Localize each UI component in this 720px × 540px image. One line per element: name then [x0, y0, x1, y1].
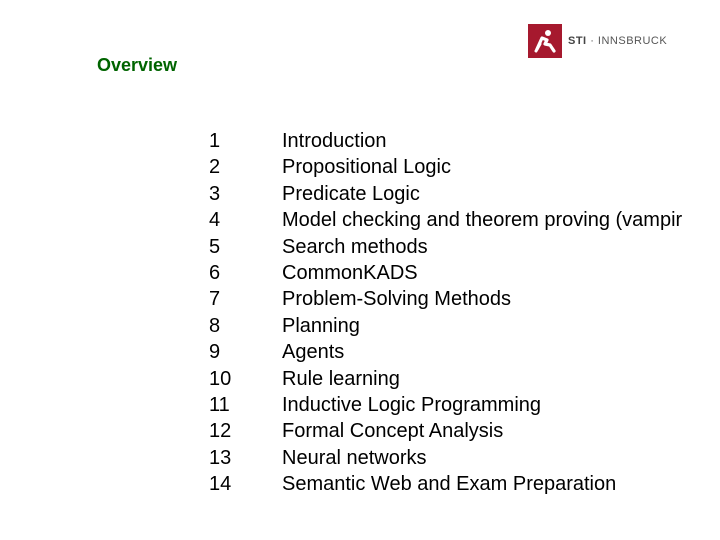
- item-number: 1: [209, 130, 221, 152]
- item-number: 12: [209, 420, 232, 443]
- item-label: Problem-Solving Methods: [282, 288, 511, 311]
- item-number: 3: [209, 182, 221, 205]
- item-number: 2: [209, 156, 221, 179]
- item-label: Agents: [282, 341, 345, 364]
- slide-title: Overview: [97, 55, 178, 75]
- item-number: 9: [209, 341, 221, 364]
- overview-item: [0, 339, 720, 365]
- overview-item: [0, 471, 720, 497]
- item-label: Inductive Logic Programming: [282, 393, 542, 416]
- item-number: 7: [209, 288, 221, 311]
- item-number: 4: [209, 209, 221, 232]
- item-label: Propositional Logic: [282, 156, 451, 179]
- item-label: Predicate Logic: [282, 182, 420, 205]
- overview-item: [0, 181, 720, 207]
- overview-item: [0, 128, 720, 154]
- overview-item: [0, 366, 720, 392]
- item-label: Introduction: [282, 130, 387, 152]
- overview-item: [0, 392, 720, 418]
- item-number: 10: [209, 367, 232, 390]
- overview-item: [0, 313, 720, 339]
- item-number: 14: [209, 473, 232, 496]
- logo-place: INNSBRUCK: [597, 35, 668, 47]
- item-number: 8: [209, 314, 221, 337]
- item-label: Rule learning: [282, 367, 400, 390]
- overview-item: [0, 260, 720, 286]
- overview-item: [0, 234, 720, 260]
- overview-item: [0, 286, 720, 312]
- overview-item: [0, 445, 720, 471]
- logo-name: STI: [568, 35, 587, 47]
- item-number: 5: [209, 235, 221, 258]
- item-number: 6: [209, 261, 221, 284]
- item-label: Semantic Web and Exam Preparation: [282, 473, 617, 496]
- item-label: Neural networks: [282, 446, 427, 469]
- item-label: Formal Concept Analysis: [282, 420, 504, 443]
- sti-logo-mark-icon: [528, 24, 562, 58]
- item-number: 11: [209, 393, 230, 416]
- item-label: Model checking and theorem proving (vampir: [282, 209, 683, 232]
- item-label: Search methods: [282, 235, 428, 258]
- overview-item: [0, 207, 720, 233]
- logo-separator: ·: [590, 35, 595, 47]
- overview-item: [0, 418, 720, 444]
- sti-innsbruck-logo: [528, 24, 667, 58]
- item-number: 13: [209, 446, 232, 469]
- item-label: CommonKADS: [282, 261, 418, 284]
- logo-text: [568, 35, 667, 47]
- overview-item: [0, 154, 720, 180]
- overview-list: [0, 128, 720, 497]
- item-label: Planning: [282, 314, 360, 337]
